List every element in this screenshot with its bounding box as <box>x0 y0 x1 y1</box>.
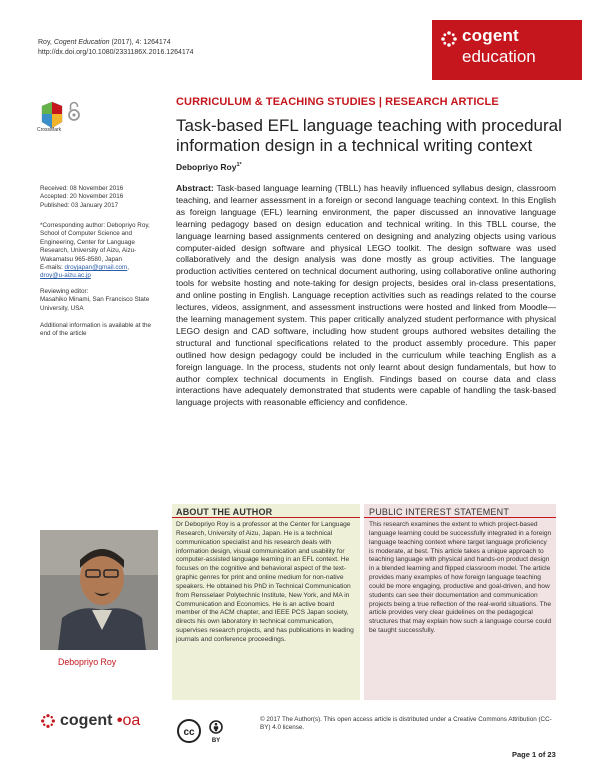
license-statement: © 2017 The Author(s). This open access article is distributed under a Creative Commons Attribution (CC-BY) 4.0 license. <box>260 716 552 732</box>
article-title: Task-based EFL language teaching with procedural information design in a technical writing context <box>176 116 562 155</box>
page-number <box>512 750 556 759</box>
logo-line2: education <box>462 47 536 66</box>
author-photo <box>40 530 158 650</box>
author-mark: 1* <box>236 162 242 169</box>
reviewing-editor: Masahiko Minami, San Francisco State University, USA <box>40 296 150 312</box>
author-photo-caption: Debopriyo Roy <box>58 657 117 667</box>
cogent-logo-icon <box>440 30 458 48</box>
email-link-1[interactable]: droyjapan@gmail.com <box>64 264 128 272</box>
citation <box>38 38 194 58</box>
public-interest-text: This research examines the extent to which project-based language learning could be successfully integrated in a foreign language teaching context where target language proficiency is moderate, at best. This article takes a unique approach to teaching language with physical and hands-on product design in a blended learning and flipped classroom model. The article provides many examples of how foreign language teaching could be more engaging, productive and goal-driven, and how students can see their documentation and communication projects being a true reflection of the real-world situations. The article provides very clear guidelines on the pedagogical structures that may explain how such a language course could be taught successfully. <box>369 521 552 635</box>
public-interest-divider <box>364 517 556 518</box>
citation-journal: Cogent Education <box>53 39 110 46</box>
logo-line1: cogent <box>462 26 519 45</box>
section-label: CURRICULUM & TEACHING STUDIES | RESEARCH ARTICLE <box>176 96 499 108</box>
about-author-divider <box>172 517 360 518</box>
cc-text: cc <box>183 727 195 738</box>
public-interest-heading: PUBLIC INTEREST STATEMENT <box>369 507 510 517</box>
abstract <box>176 183 556 409</box>
cogent-education-logo <box>432 20 582 80</box>
abstract-text: Task-based language learning (TBLL) has heavily influenced syllabus design, classroom teaching, and learner assessment in a foreign or second language teaching context. In this English as foreign language (EFL) learning environment, the paper discussed an innovative language learning pedagogy based on design education and technical writing. In this TBLL course, the language learning based assignments centered on designing and analyzing objects using various computer-aided design software and physical LEGO toolkit. The design software was used collaboratively and the design analysis was done mostly as group activities. The language production activities centered on technical document authoring, using collaborative online authoring tools for website hosting and note-taking for design projects, besides oral in-class presentations, and online posting in English. Language reception activities such as readings related to the course lectures, videos, assignment, and assessment instructions were hosted and linked from Moodle—the learning management system. This paper critically analyzed student performance with physical LEGO design and CAD software, including how student groups authored websites detailing the structural and functional specifications related to the product assembly procedure. This paper outlined how design pedagogy could be included in the curriculum while teaching English as a foreign language. In the process, students not only learnt about design fundamentals, but how to author complex technical documents in English. Findings based on course data and class interactions have adequately demonstrated that students were capable of handling the task-based language projects with reasonable efficiency and confidence. <box>176 183 556 408</box>
about-author-box <box>172 504 360 700</box>
additional-info: Additional information is available at the end of the article <box>40 322 151 338</box>
publisher-word: cogent <box>60 712 113 729</box>
open-access-icon <box>67 100 81 122</box>
cogent-oa-logo-icon <box>40 713 56 729</box>
citation-prefix: Roy, <box>38 39 52 46</box>
author-line <box>176 162 242 172</box>
accepted-date: Accepted: 20 November 2016 <box>40 193 124 201</box>
public-interest-box <box>364 504 556 700</box>
received-date: Received: 08 November 2016 <box>40 185 124 192</box>
about-author-heading: ABOUT THE AUTHOR <box>176 507 273 517</box>
reviewing-editor-label: Reviewing editor: <box>40 288 89 295</box>
crossmark-label: CrossMark <box>37 127 62 133</box>
dates-block <box>40 185 162 210</box>
by-text: BY <box>211 738 221 744</box>
corresponding-author: *Corresponding author: Debopriyo Roy, School of Computer Science and Engineering, Center for Language Research, University of Aizu, Aizu-Wakamatsu 965-8580, Japan <box>40 222 150 263</box>
crossmark-icon[interactable] <box>40 100 64 130</box>
abstract-label: Abstract: <box>176 183 214 193</box>
corresponding-author-block: *Corresponding author: Debopriyo Roy, School of Computer Science and Engineering, Center for Language Research, University of Aizu, Aizu-Wakamatsu 965-8580, Japan E-mails: droyjapan@gmail.com, droy@u-aizu.ac.jp <box>40 222 162 281</box>
published-date: Published: 03 January 2017 <box>40 201 119 209</box>
emails-label: E-mails: <box>40 264 63 272</box>
publisher-oa: oa <box>122 712 141 729</box>
page-number-label: Page 1 of 23 <box>512 750 556 759</box>
reviewing-editor-block <box>40 288 162 313</box>
doi-link[interactable]: http://dx.doi.org/10.1080/2331186X.2016.1264174 <box>38 49 194 56</box>
about-author-text: Dr Debopriyo Roy is a professor at the Center for Language Research, University of Aizu, Japan. He is a technical communication specialist and his research deals with information design, visual communication and usability for computer-assisted language learning in an EFL context. He focuses on the cognitive and behavioral aspect of the text-graphic genres for print and online medium for non-native speakers. He obtained his PhD in Technical Communication from Rensselaer Polytechnic Institute, New York, and MA in Communication and Economics. He is an active board member of the ACM chapter, and IEEE PCS Japan society, directs his own laboratory in technical communication, supervises research projects, and has publications in leading journals and conference proceedings. <box>176 521 354 643</box>
cc-by-license-icon[interactable] <box>176 718 246 744</box>
citation-suffix: (2017), 4: 1264174 <box>111 39 171 46</box>
email-link-2[interactable]: droy@u-aizu.ac.jp <box>40 272 91 280</box>
author-name[interactable]: Debopriyo Roy <box>176 162 237 172</box>
